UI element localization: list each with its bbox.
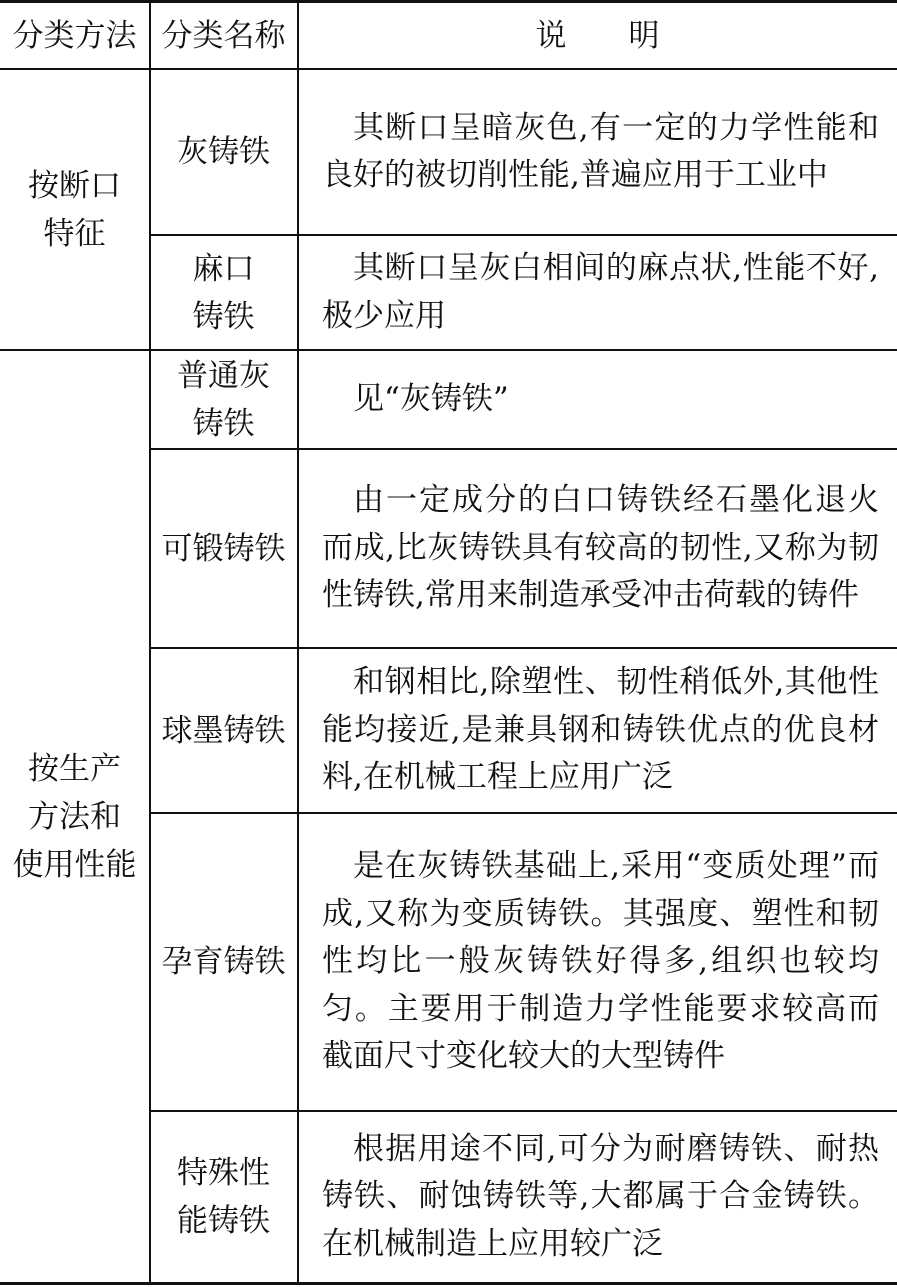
table-bottom-rule — [0, 1282, 897, 1285]
description-cell: 见“灰铸铁” — [353, 380, 509, 417]
description-cell: 其断口呈暗灰色,有一定的力学性能和良好的被切削性能,普遍应用于工业中 — [322, 109, 879, 193]
method-cell-production: 按生产 方法和 使用性能 — [12, 750, 137, 883]
description-cell: 根据用途不同,可分为耐磨铸铁、耐热铸铁、耐蚀铸铁等,大都属于合金铸铁。在机械制造上应用较广泛 — [322, 1130, 879, 1262]
name-cell-grey-iron: 灰铸铁 — [177, 134, 270, 170]
method-cell-fracture: 按断口 特征 — [28, 167, 121, 252]
name-cell-ductile-iron: 球墨铸铁 — [161, 712, 286, 749]
description-cell: 由一定成分的白口铸铁经石墨化退火而成,比灰铸铁具有较高的韧性,又称为韧性铸铁,常用来制造承受冲击荷载的铸件 — [322, 482, 879, 614]
name-cell-malleable-iron: 可锻铸铁 — [161, 530, 286, 567]
description-cell: 其断口呈灰白相间的麻点状,性能不好,极少应用 — [322, 250, 879, 334]
name-cell-special-iron: 特殊性 能铸铁 — [177, 1155, 270, 1239]
name-cell-ordinary-grey-iron: 普通灰 铸铁 — [177, 357, 270, 442]
header-method: 分类方法 — [12, 17, 137, 54]
header-name: 分类名称 — [161, 17, 286, 54]
name-cell-inoculated-iron: 孕育铸铁 — [161, 944, 286, 980]
header-description: 说明 — [535, 17, 722, 54]
description-cell: 是在灰铸铁基础上,采用“变质处理”而成,又称为变质铸铁。其强度、塑性和韧性均比一般灰铸铁好得多,组织也较均匀。主要用于制造力学性能要求较高而截面尺寸变化较大的大型铸件 — [322, 848, 879, 1075]
description-cell: 和钢相比,除塑性、韧性稍低外,其他性能均接近,是兼具钢和铸铁优点的优良材料,在机械工程上应用广泛 — [322, 664, 879, 796]
name-cell-mottled-iron: 麻口 铸铁 — [192, 250, 255, 335]
